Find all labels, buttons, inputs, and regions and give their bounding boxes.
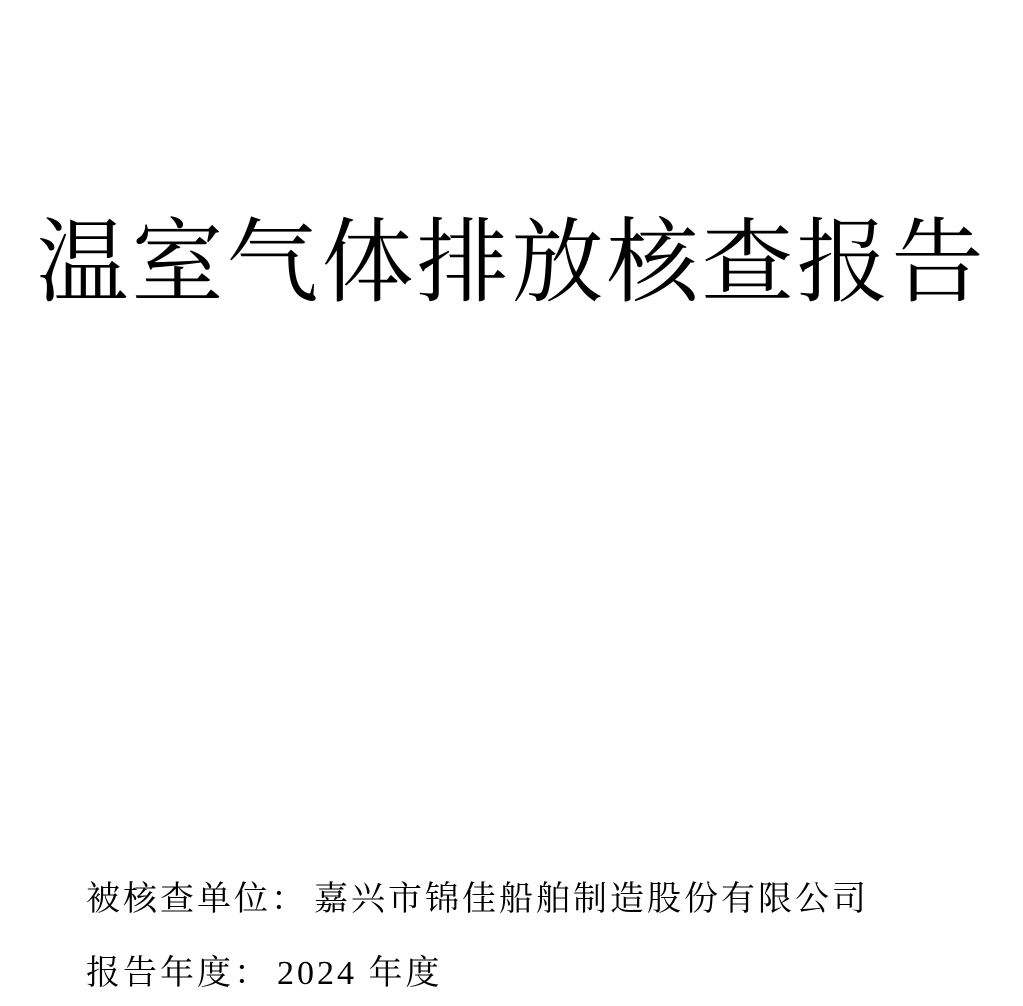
report-title: 温室气体排放核查报告 <box>36 212 987 314</box>
report-year-value: 2024 年度 <box>277 955 443 992</box>
report-year-label: 报告年度： <box>86 955 271 992</box>
verified-entity-value: 嘉兴市锦佳船舶制造股份有限公司 <box>314 881 869 918</box>
verified-entity-line <box>86 878 869 922</box>
report-year-line <box>86 952 443 996</box>
verified-entity-label: 被核查单位： <box>86 881 308 918</box>
